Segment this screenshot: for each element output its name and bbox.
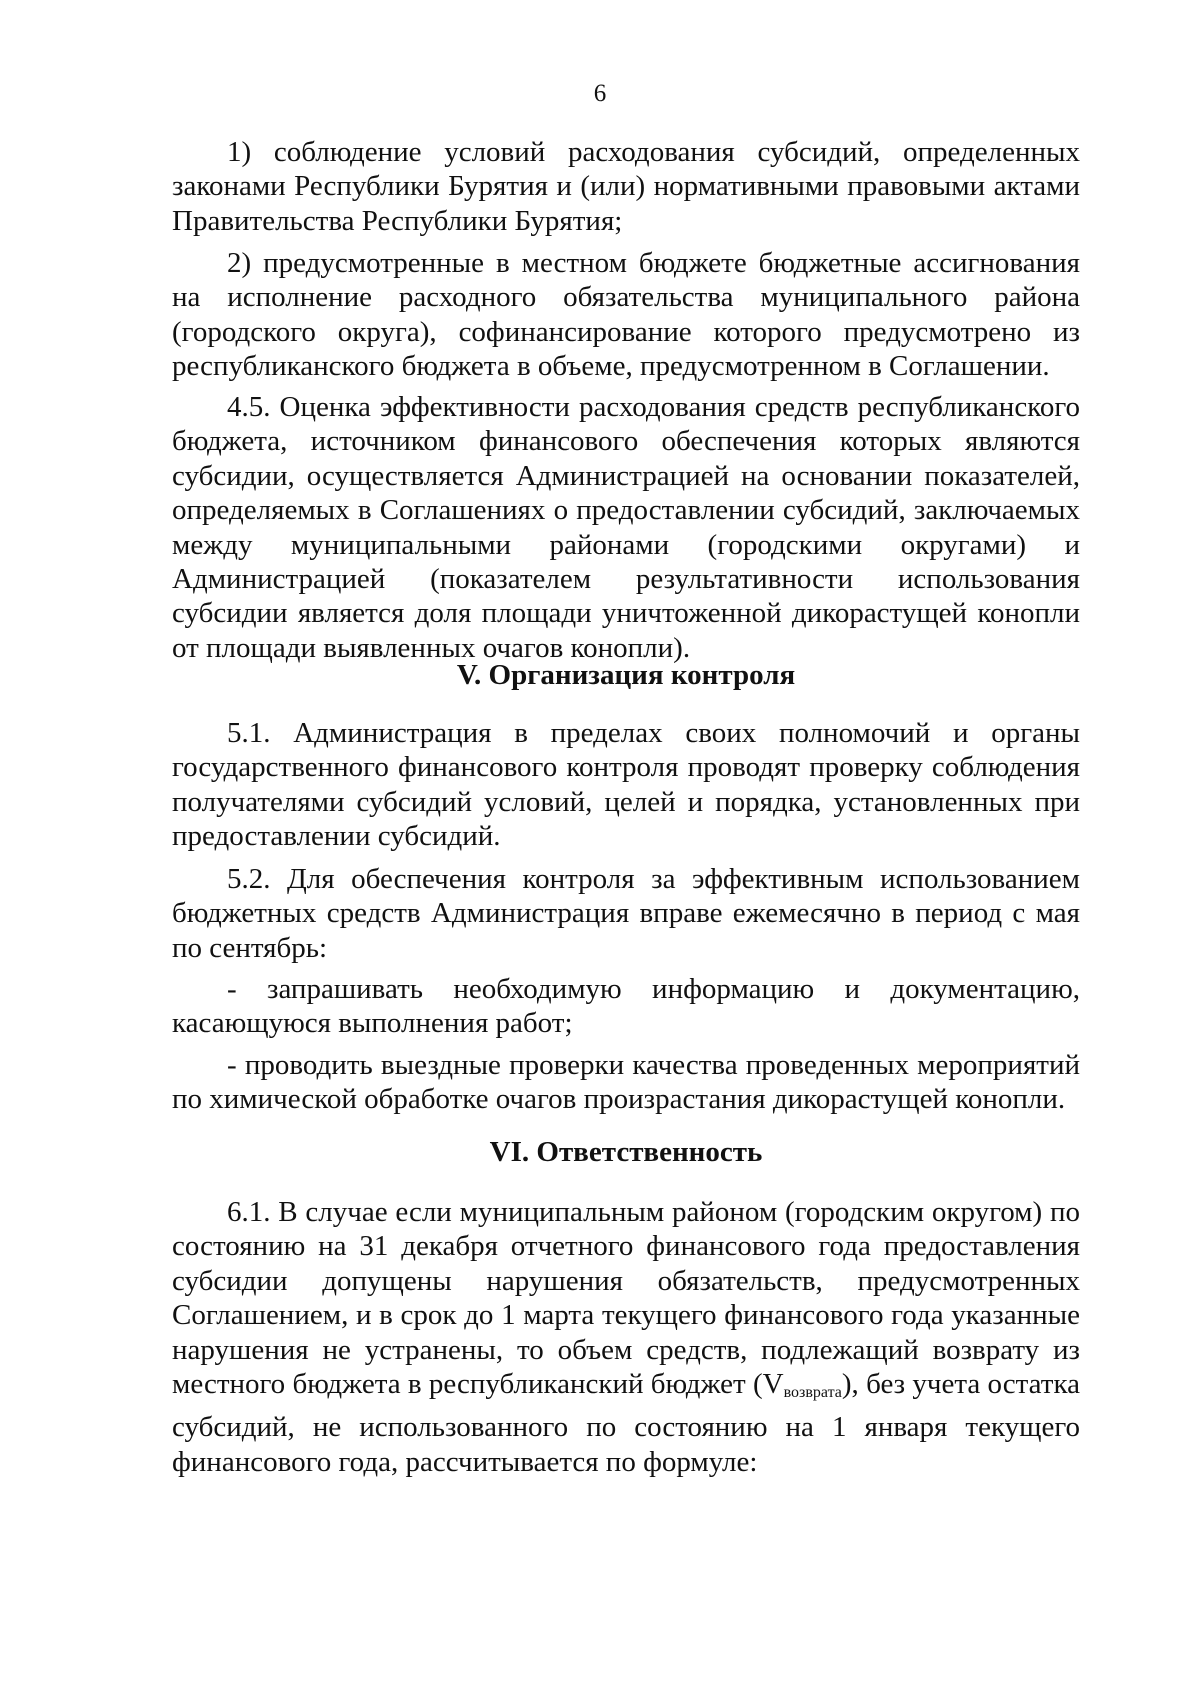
paragraph-budget-allocations: 2) предусмотренные в местном бюджете бюджетные ассигнования на исполнение расходного обязательства муниципального района (городского округа), софинансирование которого предусмотрено из республиканского бюджета в объеме, предусмотренном в Соглашении.: [172, 247, 1080, 383]
paragraph-request-info: - запрашивать необходимую информацию и документацию, касающуюся выполнения работ;: [172, 973, 1080, 1040]
paragraph-6-1: [172, 1195, 1080, 1479]
page-number: 6: [593, 80, 607, 107]
paragraph-4-5: 4.5. Оценка эффективности расходования средств республиканского бюджета, источником финансового обеспечения которых являются субсидии, осуществляется Администрацией на основании показателей, определяемых в Соглашениях о предоставлении субсидий, заключаемых между муниципальными районами (городскими округами) и Администрацией (показателем результативности использования субсидии является доля площади уничтоженной дикорастущей конопли от площади выявленных очагов конопли).: [172, 391, 1080, 664]
section-heading-control: V. Организация контроля: [456, 659, 796, 691]
formula-subscript: возврата: [783, 1384, 842, 1402]
paragraph-5-2: 5.2. Для обеспечения контроля за эффективным использованием бюджетных средств Администрация вправе ежемесячно в период с мая по сентябрь:: [172, 863, 1080, 964]
paragraph-conditions: 1) соблюдение условий расходования субсидий, определенных законами Республики Бурятия и (или) нормативными правовыми актами Правительства Республики Бурятия;: [172, 136, 1080, 237]
paragraph-field-checks: - проводить выездные проверки качества проведенных мероприятий по химической обработке очагов произрастания дикорастущей конопли.: [172, 1049, 1080, 1116]
paragraph-5-1: 5.1. Администрация в пределах своих полномочий и органы государственного финансового контроля проводят проверку соблюдения получателями субсидий условий, целей и порядка, установленных при предоставлении субсидий.: [172, 717, 1080, 853]
section-heading-responsibility: VI. Ответственность: [489, 1136, 763, 1168]
paragraph-6-1-part2: ), без учета остатка субсидий, не использованного по состоянию на 1 января текущего финансового года, рассчитывается по формуле:: [172, 1368, 1080, 1478]
paragraph-6-1-part1: 6.1. В случае если муниципальным районом (городским округом) по состоянию на 31 декабря отчетного финансового года предоставления субсидии допущены нарушения обязательств, предусмотренных Соглашением, и в срок до 1 марта текущего финансового года указанные нарушения не устранены, то объем средств, подлежащий возврату из местного бюджета в республиканский бюджет (V: [172, 1196, 1080, 1401]
